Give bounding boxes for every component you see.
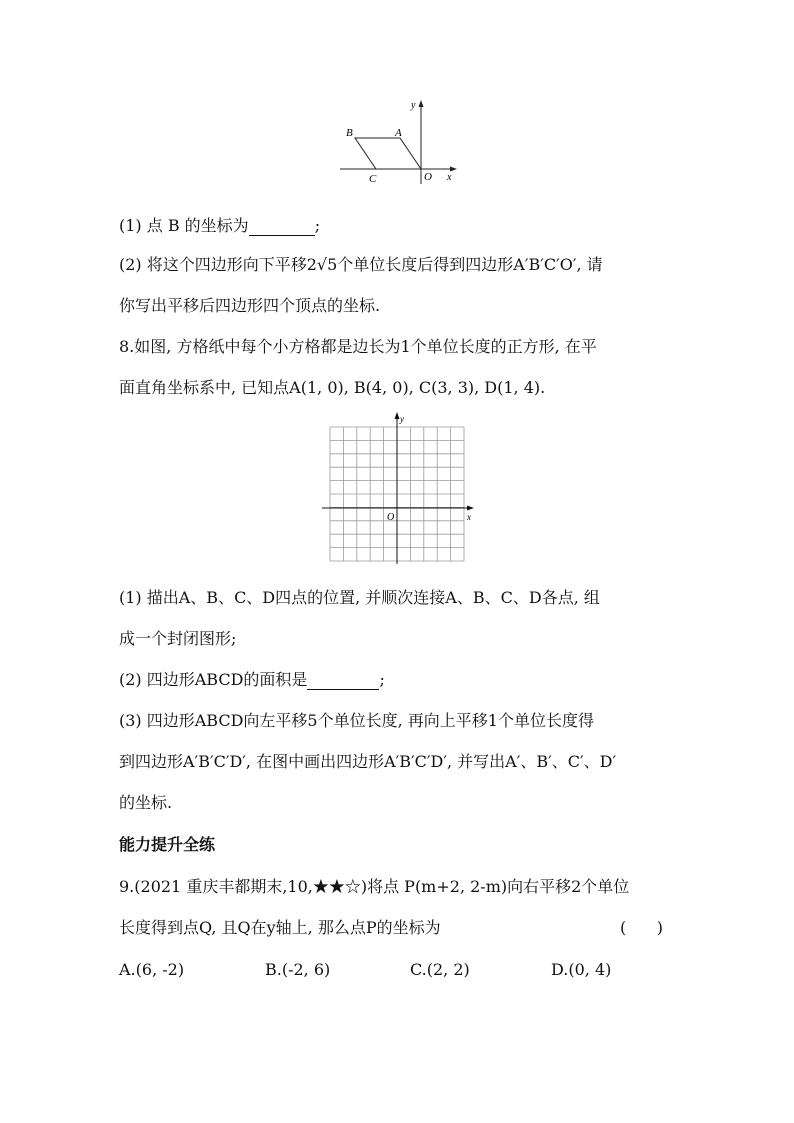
grid-label-O: O	[387, 512, 395, 523]
q8-part1-line2: 成一个封闭图形;	[119, 629, 237, 648]
q8-stem-line2: 面直角坐标系中, 已知点A(1, 0), B(4, 0), C(3, 3), D(1, 4).	[119, 378, 546, 397]
parallelogram	[355, 138, 421, 169]
q9-option-d[interactable]: D.(0, 4)	[551, 960, 612, 979]
q7-part2-line2: 你写出平移后四边形四个顶点的坐标.	[119, 296, 381, 315]
q8-part1-line1: (1) 描出A、B、C、D四点的位置, 并顺次连接A、B、C、D各点, 组	[119, 588, 600, 607]
label-A: A	[395, 127, 402, 139]
grid-label-y: y	[400, 414, 404, 424]
q8-part3-line1: (3) 四边形ABCD向左平移5个单位长度, 再向上平移1个单位长度得	[119, 711, 594, 730]
q9-option-c[interactable]: C.(2, 2)	[410, 960, 470, 979]
q7-part1-text: (1) 点 B 的坐标为	[119, 216, 249, 235]
q8-part3-line3: 的坐标.	[119, 793, 173, 812]
label-O: O	[424, 171, 432, 183]
y-axis-arrow	[419, 100, 424, 107]
q9-option-b[interactable]: B.(-2, 6)	[265, 960, 331, 979]
q7-part1-suffix: ;	[314, 216, 321, 235]
q8-stem-line1: 8.如图, 方格纸中每个小方格都是边长为1个单位长度的正方形, 在平	[119, 337, 597, 356]
grid-y-axis-arrow	[395, 412, 400, 419]
q7-part1	[119, 216, 320, 236]
q9-answer-paren[interactable]: ( )	[620, 918, 663, 937]
q8-part3-line2: 到四边形A′B′C′D′, 在图中画出四边形A′B′C′D′, 并写出A′、B′、C′、D′	[119, 752, 617, 771]
section-title: 能力提升全练	[119, 835, 216, 854]
q8-part2-text: (2) 四边形ABCD的面积是	[119, 670, 308, 689]
label-B: B	[346, 127, 353, 139]
parallelogram-figure	[335, 96, 475, 186]
grid-label-x: x	[467, 512, 471, 522]
grid-x-axis-arrow	[467, 506, 474, 511]
q8-part2	[119, 670, 385, 690]
q8-part2-answer-blank[interactable]	[307, 673, 379, 690]
q8-part2-suffix: ;	[379, 670, 385, 689]
q7-part1-answer-blank[interactable]	[249, 219, 315, 236]
label-y: y	[411, 100, 416, 111]
label-x: x	[447, 172, 452, 183]
x-axis-arrow	[450, 167, 457, 172]
q7-part2-line1: (2) 将这个四边形向下平移2√5个单位长度后得到四边形A′B′C′O′, 请	[119, 255, 603, 274]
q9-stem-line1: 9.(2021 重庆丰都期末,10,★★☆)将点 P(m+2, 2-m)向右平移2个单位	[119, 877, 630, 896]
q9-stem-line2: 长度得到点Q, 且Q在y轴上, 那么点P的坐标为	[119, 918, 441, 937]
label-C: C	[369, 173, 377, 185]
grid-figure	[318, 410, 478, 570]
q9-option-a[interactable]: A.(6, -2)	[119, 960, 185, 979]
